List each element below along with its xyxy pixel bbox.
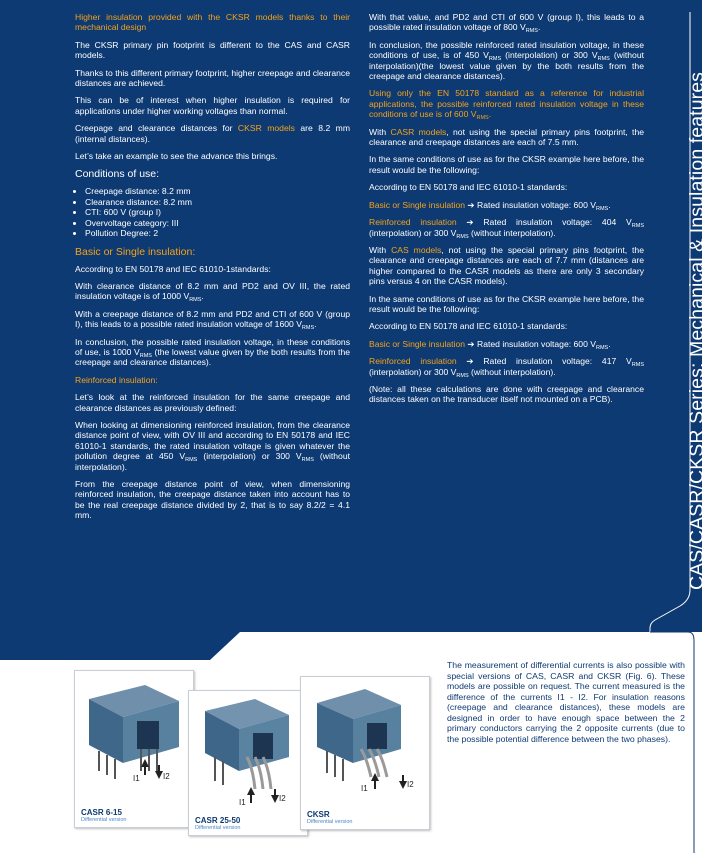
paragraph: Reinforced insulation ➔ Rated insulation voltage: 417 $V_{RMS}$ (interpolation) or 300 $V_{RMS}$ (without interpolation). xyxy=(369,356,644,379)
left-column xyxy=(75,12,350,528)
paragraph: Basic or Single insulation ➔ Rated insulation voltage: 600 $V_{RMS}$. xyxy=(369,338,611,351)
product-name: CKSR xyxy=(307,810,330,819)
paragraph: According to EN 50178 and IEC 61010-1 standards: xyxy=(369,321,568,332)
product-card-cksr xyxy=(300,676,430,830)
paragraph: In the same conditions of use as for the CKSR example here before, the result would be the following: xyxy=(369,293,644,314)
transducer-image xyxy=(75,671,193,791)
right-column xyxy=(369,12,644,412)
paragraph: With that value, and PD2 and CTI of 600 V (group I), this leads to a possible rated insulation voltage of 800 $V_{RMS}$. xyxy=(369,12,644,35)
product-card-casr-25-50 xyxy=(188,690,308,836)
paragraph: Thanks to this different primary footprint, higher creepage and clearance distances are achieved. xyxy=(75,67,350,89)
list-item: • Overvoltage category: III xyxy=(85,218,350,228)
current-label-i2: I2 xyxy=(163,772,170,781)
paragraph: Basic or Single insulation ➔ Rated insulation voltage: 600 $V_{RMS}$. xyxy=(369,199,611,212)
paragraph: (Note: all these calculations are done with creepage and clearance distances taken on the transducer itself not mounted on a PCB). xyxy=(369,383,644,405)
paragraph: With CAS models, not using the special primary pins footprint, the clearance and creepage distances are each of 7.7 mm (distances are higher compared to the CASR models as there are only 3 secondary pins versus 4 on the CASR models). xyxy=(369,244,644,287)
list-item: • CTI: 600 V (group I) xyxy=(85,207,350,217)
current-label-i1: I1 xyxy=(239,798,246,807)
current-label-i1: I1 xyxy=(133,774,140,783)
paragraph: In the same conditions of use as for the CKSR example here before, the result would be the following: xyxy=(369,154,644,175)
paragraph: Reinforced insulation ➔ Rated insulation voltage: 404 $V_{RMS}$ (interpolation) or 300 $V_{RMS}$ (without interpolation). xyxy=(369,217,644,240)
product-card-casr-6-15 xyxy=(74,670,194,828)
paragraph: In conclusion, the possible rated insulation voltage, in these conditions of use, is 1000 $V_{RMS}$ (the lowest value given by the both results from the creepage and clearance distances). xyxy=(75,336,350,368)
paragraph: The CKSR primary pin footprint is different to the CAS and CASR models. xyxy=(75,39,350,61)
paragraph: When looking at dimensioning reinforced insulation, from the clearance distance point of view, with OV III and according to EN 50178 and IEC 61010-1 standards, the rated insulation voltage is given whatever the pollution degree at 450 $V_{RMS}$ (interpolation) or 300 $V_{RMS}$ (without interpolation). xyxy=(75,419,350,472)
transducer-image xyxy=(189,691,307,809)
product-label xyxy=(81,808,126,823)
current-label-i1: I1 xyxy=(361,784,368,793)
side-title: CAS/CASR/CKSR Series: Mechanical & Insulation features xyxy=(686,71,708,590)
paragraph: This can be of interest when higher insulation is required for applications under higher working voltages than normal. xyxy=(75,95,350,116)
paragraph: According to EN 50178 and IEC 61010-1 standards: xyxy=(369,182,568,193)
intro-heading: Higher insulation provided with the CKSR models thanks to their mechanical design xyxy=(75,12,350,33)
basic-insulation-heading: Basic or Single insulation: xyxy=(75,245,196,258)
paragraph: In conclusion, the possible reinforced rated insulation voltage, in these conditions of use, is of 450 $V_{RMS}$ (interpolation) or 300 $V_{RMS}$ (without interpolation)(the lowest value given by the both results from the creepage and clearance distances). xyxy=(369,39,644,82)
list-item: • Clearance distance: 8.2 mm xyxy=(85,197,350,207)
paragraph: Let’s take an example to see the advance this brings. xyxy=(75,151,278,162)
list-item: • Pollution Degree: 2 xyxy=(85,228,350,238)
current-label-i2: I2 xyxy=(279,794,286,803)
conditions-list xyxy=(75,186,350,238)
paragraph: With a creepage distance of 8.2 mm and PD2 and CTI of 600 V (group I), this leads to a possible rated insulation voltage of 1600 $V_{RMS}$. xyxy=(75,308,350,332)
paragraph: Let’s look at the reinforced insulation for the same creepage and clearance distances as previously defined: xyxy=(75,392,350,413)
product-label xyxy=(307,810,352,825)
list-item: • Creepage distance: 8.2 mm xyxy=(85,186,350,196)
paragraph: From the creepage distance point of view, when dimensioning reinforced insulation, the creepage distance taken into account has to be the real creepage distance divided by 2, that is to say 8.2/2 = 4.1 mm. xyxy=(75,479,350,521)
paragraph: With CASR models, not using the special primary pins footprint, the clearance and creepage distances are each of 7.5 mm. xyxy=(369,126,645,148)
paragraph: Using only the EN 50178 standard as a reference for industrial applications, the possible reinforced rated insulation voltage in these conditions of use is of 600 $V_{RMS}$. xyxy=(369,88,644,122)
paragraph: According to EN 50178 and IEC 61010-1standards: xyxy=(75,263,271,274)
product-label xyxy=(195,816,240,831)
product-name: CASR 6-15 xyxy=(81,808,122,817)
differential-current-paragraph: The measurement of differential currents is also possible with special versions of CAS, CASR and CKSR (Fig. 6). These models are possible on request. The current measured is the difference of the currents I1 - I2. For insulation reasons (creepage and clearance distances), these models are designed in order to have enough space between the 2 primary conductors carrying the 2 opposite currents (due to the possible potential difference between the two phases). xyxy=(447,660,685,744)
product-subtitle: Differential version xyxy=(195,825,241,831)
product-name: CASR 25-50 xyxy=(195,816,241,825)
conditions-heading: Conditions of use: xyxy=(75,168,160,181)
paragraph: Creepage and clearance distances for CKSR models are 8.2 mm (internal distances). xyxy=(75,123,350,144)
product-subtitle: Differential version xyxy=(81,817,127,823)
paragraph: With clearance distance of 8.2 mm and PD2 and OV III, the rated insulation voltage is of 1000 $V_{RMS}$. xyxy=(75,280,350,304)
transducer-image xyxy=(301,677,429,797)
current-label-i2: I2 xyxy=(407,780,414,789)
product-subtitle: Differential version xyxy=(307,819,353,825)
reinforced-insulation-heading: Reinforced insulation: xyxy=(75,374,158,385)
